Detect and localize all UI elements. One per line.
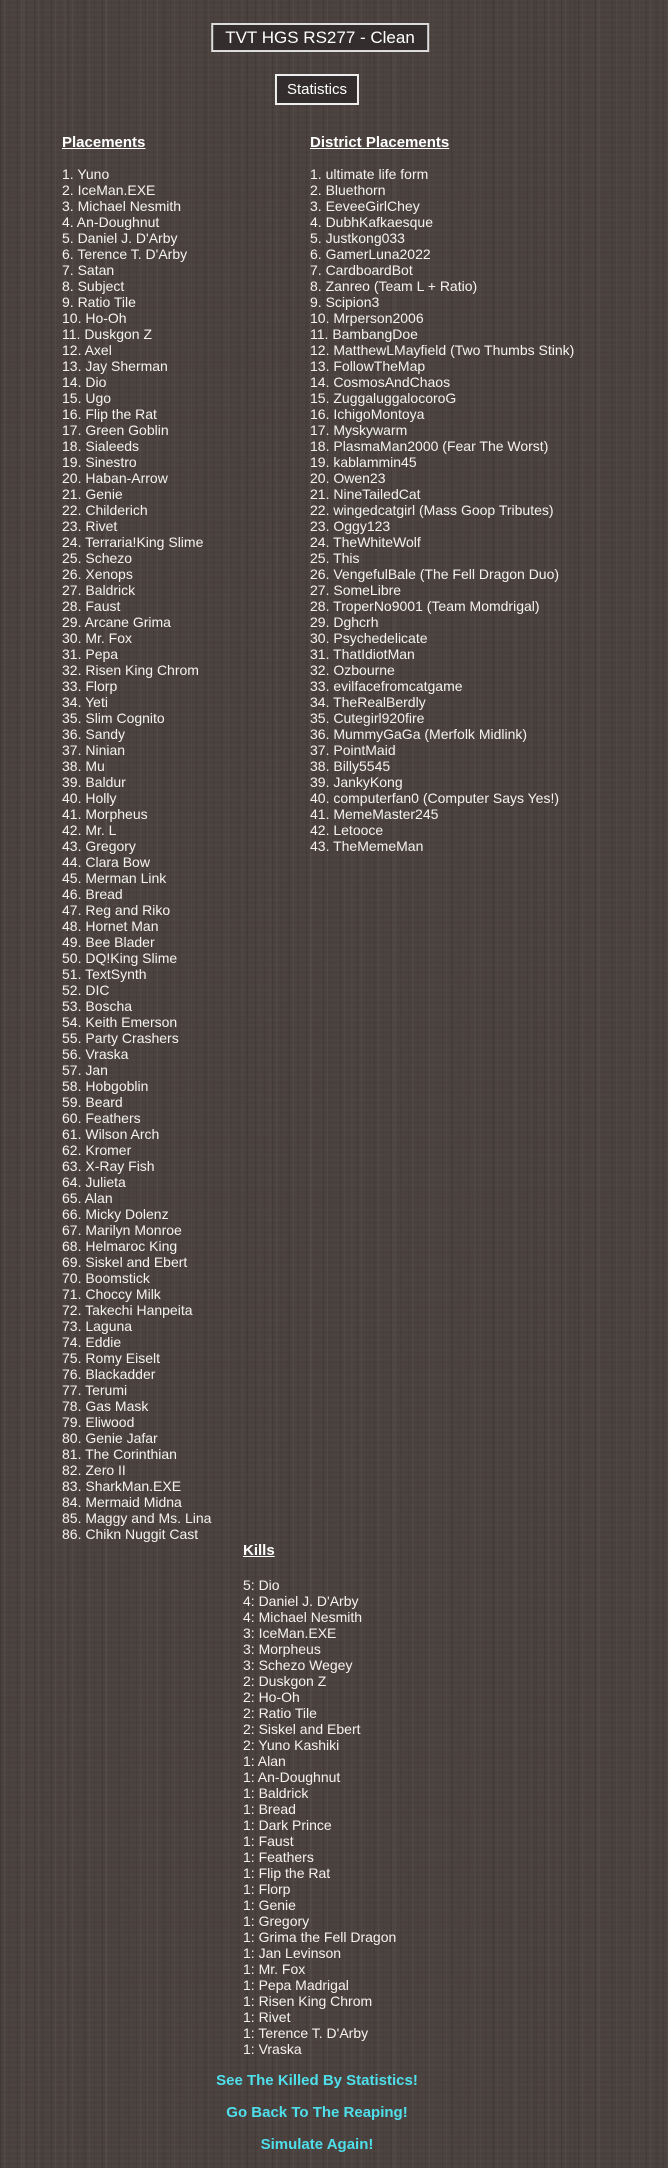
- list-item: 13. Jay Sherman: [62, 358, 168, 374]
- list-item: 35. Cutegirl920fire: [310, 710, 425, 726]
- list-item: 55. Party Crashers: [62, 1030, 179, 1046]
- list-item: 2. Bluethorn: [310, 182, 386, 198]
- list-item: 1: Feathers: [243, 1849, 314, 1865]
- list-item: 31. ThatIdiotMan: [310, 646, 415, 662]
- list-item: 11. Duskgon Z: [62, 326, 153, 342]
- list-item: 40. Holly: [62, 790, 117, 806]
- list-item: 54. Keith Emerson: [62, 1014, 178, 1030]
- list-item: 6. GamerLuna2022: [310, 246, 431, 262]
- list-item: 1. Yuno: [62, 166, 110, 182]
- list-item: 14. CosmosAndChaos: [310, 374, 451, 390]
- list-item: 83. SharkMan.EXE: [62, 1478, 182, 1494]
- killed-by-statistics-link[interactable]: See The Killed By Statistics!: [216, 2072, 418, 2089]
- list-item: 4: Daniel J. D'Arby: [243, 1593, 359, 1609]
- list-item: 1: Grima the Fell Dragon: [243, 1929, 397, 1945]
- list-item: 10. Mrperson2006: [310, 310, 424, 326]
- list-item: 2: Duskgon Z: [243, 1673, 327, 1689]
- list-item: 37. Ninian: [62, 742, 126, 758]
- list-item: 29. Arcane Grima: [62, 614, 171, 630]
- list-item: 22. wingedcatgirl (Mass Goop Tributes): [310, 502, 554, 518]
- list-item: 8. Zanreo (Team L + Ratio): [310, 278, 478, 294]
- list-item: 4. An-Doughnut: [62, 214, 160, 230]
- list-item: 15. ZuggaluggalocoroG: [310, 390, 457, 406]
- list-item: 77. Terumi: [62, 1382, 128, 1398]
- list-item: 71. Choccy Milk: [62, 1286, 161, 1302]
- kills-list: [243, 1577, 396, 2057]
- list-item: 66. Micky Dolenz: [62, 1206, 169, 1222]
- list-item: 17. Green Goblin: [62, 422, 169, 438]
- placements-list: [62, 166, 211, 1542]
- simulation-title: TVT HGS RS277 - Clean: [211, 23, 429, 52]
- list-item: 1. ultimate life form: [310, 166, 429, 182]
- list-item: 16. IchigoMontoya: [310, 406, 425, 422]
- list-item: 24. Terraria!King Slime: [62, 534, 204, 550]
- list-item: 65. Alan: [62, 1190, 113, 1206]
- list-item: 1: Terence T. D'Arby: [243, 2025, 369, 2041]
- list-item: 40. computerfan0 (Computer Says Yes!): [310, 790, 560, 806]
- list-item: 27. SomeLibre: [310, 582, 402, 598]
- list-item: 61. Wilson Arch: [62, 1126, 160, 1142]
- list-item: 41. MemeMaster245: [310, 806, 439, 822]
- list-item: 33. Florp: [62, 678, 118, 694]
- list-item: 23. Oggy123: [310, 518, 391, 534]
- list-item: 57. Jan: [62, 1062, 108, 1078]
- list-item: 30. Psychedelicate: [310, 630, 428, 646]
- list-item: 47. Reg and Riko: [62, 902, 171, 918]
- killed-by-link-line: [0, 2072, 634, 2088]
- list-item: 21. Genie: [62, 486, 123, 502]
- list-item: 1: Jan Levinson: [243, 1945, 342, 1961]
- list-item: 63. X-Ray Fish: [62, 1158, 155, 1174]
- list-item: 1: Mr. Fox: [243, 1961, 306, 1977]
- list-item: 70. Boomstick: [62, 1270, 150, 1286]
- list-item: 33. evilfacefromcatgame: [310, 678, 463, 694]
- list-item: 34. Yeti: [62, 694, 108, 710]
- list-item: 1: Alan: [243, 1753, 286, 1769]
- list-item: 4: Michael Nesmith: [243, 1609, 363, 1625]
- list-item: 64. Julieta: [62, 1174, 126, 1190]
- list-item: 35. Slim Cognito: [62, 710, 165, 726]
- list-item: 1: Flip the Rat: [243, 1865, 331, 1881]
- list-item: 4. DubhKafkaesque: [310, 214, 433, 230]
- list-item: 60. Feathers: [62, 1110, 141, 1126]
- list-item: 26. VengefulBale (The Fell Dragon Duo): [310, 566, 560, 582]
- simulate-link-line: [0, 2136, 634, 2152]
- list-item: 50. DQ!King Slime: [62, 950, 178, 966]
- list-item: 7. CardboardBot: [310, 262, 413, 278]
- list-item: 3. EeveeGirlChey: [310, 198, 420, 214]
- list-item: 42. Letooce: [310, 822, 384, 838]
- list-item: 38. Billy5545: [310, 758, 391, 774]
- list-item: 16. Flip the Rat: [62, 406, 157, 422]
- list-item: 13. FollowTheMap: [310, 358, 426, 374]
- list-item: 1: Risen King Chrom: [243, 1993, 373, 2009]
- list-item: 24. TheWhiteWolf: [310, 534, 421, 550]
- list-item: 85. Maggy and Ms. Lina: [62, 1510, 212, 1526]
- list-item: 59. Beard: [62, 1094, 123, 1110]
- list-item: 11. BambangDoe: [310, 326, 418, 342]
- list-item: 3: Morpheus: [243, 1641, 321, 1657]
- list-item: 3. Michael Nesmith: [62, 198, 182, 214]
- district-placements-list: [310, 166, 574, 854]
- list-item: 36. MummyGaGa (Merfolk Midlink): [310, 726, 528, 742]
- list-item: 1: Florp: [243, 1881, 291, 1897]
- list-item: 1: Dark Prince: [243, 1817, 332, 1833]
- list-item: 32. Risen King Chrom: [62, 662, 199, 678]
- list-item: 25. This: [310, 550, 360, 566]
- list-item: 41. Morpheus: [62, 806, 148, 822]
- list-item: 1: Rivet: [243, 2009, 291, 2025]
- list-item: 1: Genie: [243, 1897, 296, 1913]
- list-item: 26. Xenops: [62, 566, 133, 582]
- list-item: 23. Rivet: [62, 518, 118, 534]
- list-item: 17. Myskywarm: [310, 422, 408, 438]
- list-item: 39. Baldur: [62, 774, 126, 790]
- list-item: 38. Mu: [62, 758, 105, 774]
- list-item: 73. Laguna: [62, 1318, 133, 1334]
- bottom-links: [0, 2072, 634, 2168]
- list-item: 1: Gregory: [243, 1913, 310, 1929]
- list-item: 14. Dio: [62, 374, 107, 390]
- list-item: 75. Romy Eiselt: [62, 1350, 161, 1366]
- list-item: 19. Sinestro: [62, 454, 137, 470]
- list-item: 8. Subject: [62, 278, 125, 294]
- placements-heading: Placements: [62, 134, 146, 151]
- kills-heading: Kills: [243, 1542, 275, 1559]
- list-item: 9. Ratio Tile: [62, 294, 136, 310]
- list-item: 6. Terence T. D'Arby: [62, 246, 188, 262]
- list-item: 39. JankyKong: [310, 774, 403, 790]
- list-item: 5: Dio: [243, 1577, 280, 1593]
- list-item: 86. Chikn Nuggit Cast: [62, 1526, 199, 1542]
- list-item: 53. Boscha: [62, 998, 133, 1014]
- list-item: 37. PointMaid: [310, 742, 396, 758]
- list-item: 31. Pepa: [62, 646, 119, 662]
- list-item: 20. Owen23: [310, 470, 386, 486]
- list-item: 74. Eddie: [62, 1334, 122, 1350]
- district-placements-heading: District Placements: [310, 134, 450, 151]
- list-item: 46. Bread: [62, 886, 123, 902]
- list-item: 18. PlasmaMan2000 (Fear The Worst): [310, 438, 549, 454]
- list-item: 10. Ho-Oh: [62, 310, 127, 326]
- list-item: 84. Mermaid Midna: [62, 1494, 182, 1510]
- list-item: 42. Mr. L: [62, 822, 117, 838]
- list-item: 2: Ratio Tile: [243, 1705, 317, 1721]
- list-item: 56. Vraska: [62, 1046, 129, 1062]
- list-item: 79. Eliwood: [62, 1414, 135, 1430]
- list-item: 27. Baldrick: [62, 582, 136, 598]
- list-item: 44. Clara Bow: [62, 854, 150, 870]
- list-item: 62. Kromer: [62, 1142, 132, 1158]
- statistics-label: Statistics: [275, 74, 359, 105]
- list-item: 58. Hobgoblin: [62, 1078, 149, 1094]
- simulate-again-link[interactable]: Simulate Again!: [260, 2136, 374, 2153]
- list-item: 43. Gregory: [62, 838, 136, 854]
- list-item: 19. kablammin45: [310, 454, 417, 470]
- list-item: 20. Haban-Arrow: [62, 470, 168, 486]
- list-item: 34. TheRealBerdly: [310, 694, 426, 710]
- list-item: 67. Marilyn Monroe: [62, 1222, 182, 1238]
- list-item: 9. Scipion3: [310, 294, 380, 310]
- list-item: 76. Blackadder: [62, 1366, 156, 1382]
- list-item: 81. The Corinthian: [62, 1446, 177, 1462]
- list-item: 15. Ugo: [62, 390, 112, 406]
- list-item: 43. TheMemeMan: [310, 838, 424, 854]
- list-item: 72. Takechi Hanpeita: [62, 1302, 193, 1318]
- list-item: 80. Genie Jafar: [62, 1430, 158, 1446]
- list-item: 22. Childerich: [62, 502, 148, 518]
- list-item: 18. Sialeeds: [62, 438, 140, 454]
- go-back-to-reaping-link[interactable]: Go Back To The Reaping!: [226, 2104, 408, 2121]
- list-item: 1: Bread: [243, 1801, 296, 1817]
- list-item: 48. Hornet Man: [62, 918, 159, 934]
- list-item: 2. IceMan.EXE: [62, 182, 156, 198]
- list-item: 82. Zero II: [62, 1462, 126, 1478]
- list-item: 1: An-Doughnut: [243, 1769, 341, 1785]
- list-item: 1: Baldrick: [243, 1785, 309, 1801]
- list-item: 3: IceMan.EXE: [243, 1625, 337, 1641]
- list-item: 3: Schezo Wegey: [243, 1657, 353, 1673]
- list-item: 29. Dghcrh: [310, 614, 379, 630]
- list-item: 1: Vraska: [243, 2041, 302, 2057]
- list-item: 68. Helmaroc King: [62, 1238, 178, 1254]
- list-item: 30. Mr. Fox: [62, 630, 133, 646]
- list-item: 51. TextSynth: [62, 966, 147, 982]
- list-item: 32. Ozbourne: [310, 662, 395, 678]
- list-item: 28. Faust: [62, 598, 121, 614]
- list-item: 12. MatthewLMayfield (Two Thumbs Stink): [310, 342, 575, 358]
- list-item: 5. Daniel J. D'Arby: [62, 230, 178, 246]
- list-item: 2: Yuno Kashiki: [243, 1737, 340, 1753]
- list-item: 45. Merman Link: [62, 870, 167, 886]
- list-item: 5. Justkong033: [310, 230, 405, 246]
- list-item: 1: Faust: [243, 1833, 294, 1849]
- list-item: 25. Schezo: [62, 550, 133, 566]
- reaping-link-line: [0, 2104, 634, 2120]
- list-item: 78. Gas Mask: [62, 1398, 149, 1414]
- list-item: 2: Ho-Oh: [243, 1689, 300, 1705]
- list-item: 52. DIC: [62, 982, 110, 998]
- list-item: 7. Satan: [62, 262, 115, 278]
- list-item: 36. Sandy: [62, 726, 126, 742]
- list-item: 12. Axel: [62, 342, 112, 358]
- list-item: 1: Pepa Madrigal: [243, 1977, 349, 1993]
- list-item: 21. NineTailedCat: [310, 486, 421, 502]
- list-item: 69. Siskel and Ebert: [62, 1254, 188, 1270]
- list-item: 2: Siskel and Ebert: [243, 1721, 361, 1737]
- list-item: 49. Bee Blader: [62, 934, 155, 950]
- list-item: 28. TroperNo9001 (Team Momdrigal): [310, 598, 540, 614]
